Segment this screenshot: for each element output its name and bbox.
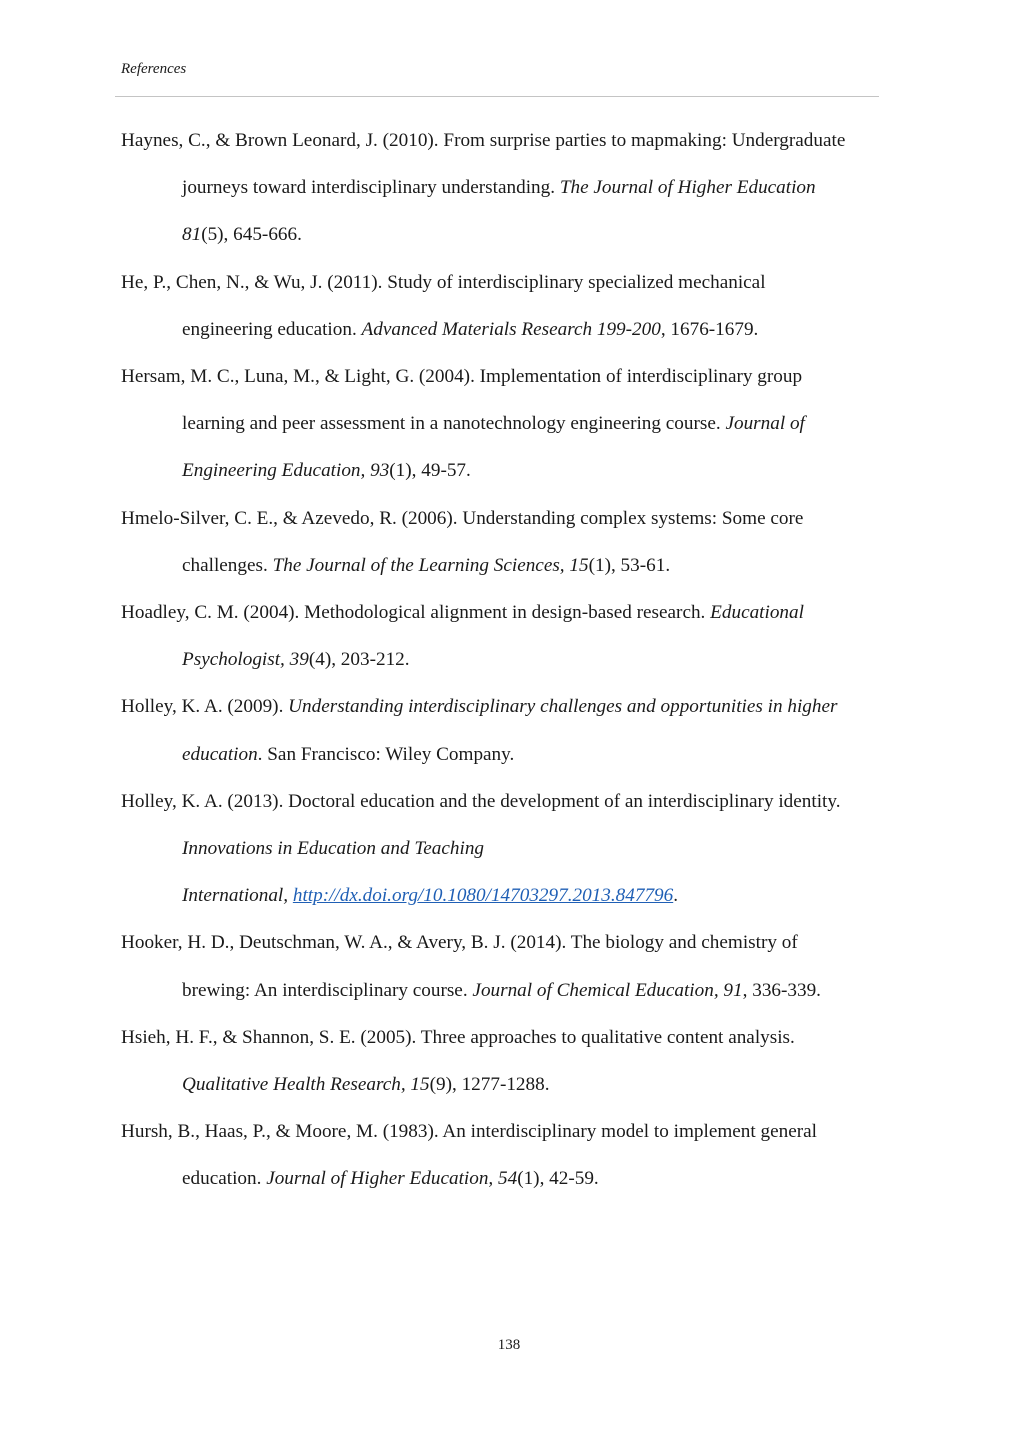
reference-text: engineering education. (182, 318, 362, 340)
reference-he-2011 (121, 259, 911, 353)
reference-text: Haynes, C., & Brown Leonard, J. (2010). From surprise parties to mapmaking: Undergraduate (121, 130, 846, 151)
issue-pages: (1), 42-59. (517, 1168, 599, 1190)
journal-title: Qualitative Health Research, 15 (182, 1074, 430, 1096)
reference-text: journeys toward interdisciplinary understanding. (182, 177, 560, 199)
reference-hmelo-silver-2006 (121, 495, 911, 589)
reference-text: challenges. (182, 554, 273, 576)
reference-text: Hersam, M. C., Luna, M., & Light, G. (2004). Implementation of interdisciplinary group (121, 366, 803, 388)
reference-text: Hursh, B., Haas, P., & Moore, M. (1983). An interdisciplinary model to implement general (121, 1121, 817, 1143)
reference-text: Hooker, H. D., Deutschman, W. A., & Avery, B. J. (2014). The biology and chemistry of (121, 932, 798, 954)
reference-text: brewing: An interdisciplinary course. (182, 979, 473, 1001)
journal-title: Journal of (725, 413, 805, 435)
reference-hsieh-2005 (121, 1014, 911, 1108)
reference-hersam-2004 (121, 353, 911, 495)
reference-holley-2013 (121, 778, 911, 920)
journal-title: International, (182, 885, 293, 907)
reference-hursh-1983 (121, 1108, 911, 1202)
reference-text: learning and peer assessment in a nanotechnology engineering course. (182, 413, 726, 435)
journal-title: Journal of Higher Education, 54 (266, 1168, 518, 1190)
reference-hoadley-2004 (121, 589, 911, 683)
running-head: References (121, 61, 187, 77)
doi-link[interactable]: http://dx.doi.org/10.1080/14703297.2013.847796 (292, 885, 674, 907)
reference-list (121, 117, 911, 1203)
journal-title-volume: Psychologist, 39 (182, 649, 309, 671)
journal-title: Advanced Materials Research 199-200 (361, 318, 661, 340)
journal-title: Journal of Chemical Education, 91 (472, 979, 743, 1001)
book-title: Understanding interdisciplinary challenges and opportunities in higher (288, 696, 838, 718)
reference-text: education. (182, 1168, 267, 1190)
issue-pages: , 336-339. (742, 979, 821, 1001)
reference-text: Holley, K. A. (2013). Doctoral education and the development of an interdisciplinary identity. (121, 790, 841, 812)
issue-pages: , 1676-1679. (660, 318, 759, 340)
journal-title: Educational (710, 602, 804, 624)
reference-text: Hmelo-Silver, C. E., & Azevedo, R. (2006). Understanding complex systems: Some core (121, 507, 804, 529)
issue-pages: (9), 1277-1288. (429, 1074, 550, 1096)
reference-holley-2009 (121, 683, 911, 777)
issue-pages: (4), 203-212. (308, 649, 410, 671)
journal-title-volume: Engineering Education, 93 (182, 460, 390, 482)
reference-text: Hoadley, C. M. (2004). Methodological alignment in design-based research. (121, 602, 711, 624)
journal-title: The Journal of the Learning Sciences, 15 (272, 554, 589, 576)
reference-text: He, P., Chen, N., & Wu, J. (2011). Study of interdisciplinary specialized mechanical (121, 271, 766, 293)
header-rule (115, 96, 879, 97)
issue-pages: (1), 49-57. (389, 460, 471, 482)
issue-pages: (5), 645-666. (201, 224, 302, 246)
reference-haynes-2010 (121, 117, 911, 259)
reference-text: Holley, K. A. (2009). (121, 696, 289, 718)
journal-title: Innovations in Education and Teaching (182, 838, 485, 860)
reference-text: Hsieh, H. F., & Shannon, S. E. (2005). Three approaches to qualitative content analysis. (121, 1026, 795, 1048)
volume: 81 (182, 224, 202, 246)
book-title: education (182, 743, 258, 765)
reference-hooker-2014 (121, 919, 911, 1013)
publisher: . San Francisco: Wiley Company. (257, 743, 515, 765)
issue-pages: (1), 53-61. (588, 554, 671, 576)
reference-text: . (673, 885, 679, 907)
journal-title: The Journal of Higher Education (559, 177, 816, 199)
page-number: 138 (497, 1337, 521, 1353)
